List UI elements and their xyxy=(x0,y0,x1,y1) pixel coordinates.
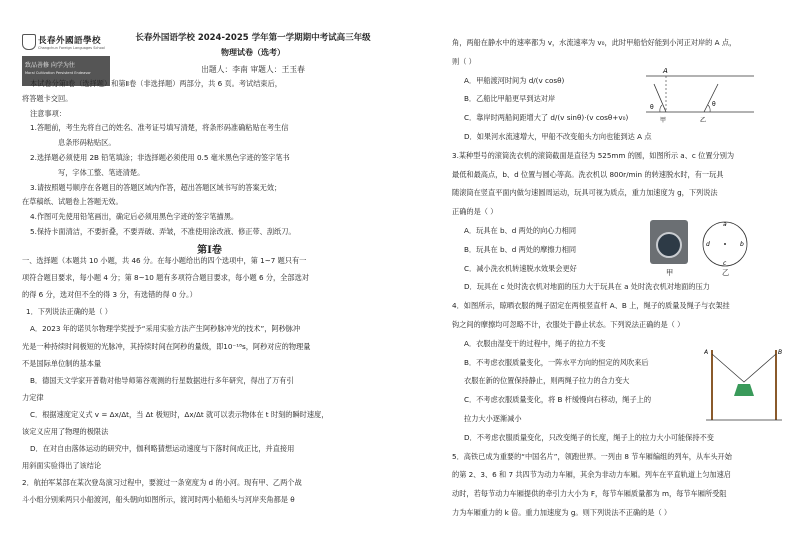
right-lines-line: A．甲船渡河时间为 d/(v cosθ) xyxy=(464,75,565,85)
left-lines-line: 4.作图可先使用铅笔画出，确定后必须用黑色字迹的签字笔描黑。 xyxy=(30,212,239,222)
right-lines-line: C．不考虑衣服质量变化，将 B 杆缓慢向右移动，绳子上的 xyxy=(464,395,652,405)
right-lines-line: C．靠岸时两船间距增大了 d/(v sinθ)·(v cosθ+v₀) xyxy=(464,113,629,123)
fig2-caption-right: 乙 xyxy=(722,268,730,277)
left-lines2-line: 力定律 xyxy=(22,392,44,402)
right-lines-line: 5．高铁已成为重要的“中国名片”，领跑世界。一列由 8 节车厢编组的列车，从车头开始 xyxy=(452,451,732,461)
right-lines-line: 4．如图所示，晾晒衣服的绳子固定在两根竖直杆 A、B 上，绳子的质量及绳子与衣架挂 xyxy=(452,301,730,311)
right-lines-line: C．减小洗衣机转速脱水效果会更好 xyxy=(464,263,577,273)
right-lines-line: 动时，若每节动力车厢提供的牵引力大小为 F，每节车厢质量都为 m，每节车厢所受阻 xyxy=(452,489,727,499)
right-lines-line: A．衣服由湿变干的过程中，绳子的拉力不变 xyxy=(464,338,606,348)
left-lines2-line: 该定义应用了物理的极限法 xyxy=(22,427,109,436)
left-lines-line: 本试卷分第Ⅰ卷（选择题）和第Ⅱ卷（非选择题）两部分，共 6 页。考试结束后， xyxy=(30,79,282,88)
left-lines2-line: 用斜面实验得出了该结论 xyxy=(22,461,102,471)
right-lines-line: 正确的是（ ） xyxy=(452,207,498,217)
fig2-point-c: c xyxy=(723,260,727,267)
right-lines-line: D．如果河水流速增大，甲船不改变船头方向也能到达 A 点 xyxy=(464,132,652,141)
left-lines2-line: C．根据速度定义式 v = Δx/Δt，当 Δt 极短时，Δx/Δt 就可以表示物体在 t 时刻的瞬时速度， xyxy=(30,409,329,419)
left-lines2-line: A．2023 年的诺贝尔物理学奖授予“采用实验方法产生阿秒脉冲光的技术”，阿秒脉冲 xyxy=(30,324,301,334)
school-logo-text: 長春外國語學校 xyxy=(38,36,102,46)
left-lines-line: 写，字体工整、笔迹清楚。 xyxy=(58,167,145,177)
left-lines2-line: 2．航拍军某部在某次登岛演习过程中，要渡过一条宽度为 d 的小河。现有甲、乙两个战 xyxy=(22,478,302,488)
right-lines-line: 则（ ） xyxy=(452,56,476,66)
motto-cn: 致品善修 向学为往 xyxy=(25,62,75,69)
left-lines-line: 息条形码粘贴区。 xyxy=(58,138,116,148)
exam-title: 长春外国语学校 2024-2025 学年第一学期期中考试高三年级 xyxy=(135,33,371,43)
right-lines-line: D．玩具在 c 处时洗衣机对地面的压力大于玩具在 a 处时洗衣机对地面的压力 xyxy=(464,282,710,292)
fig3-pole-b: B xyxy=(778,349,783,356)
left-lines-line: 3.请按照题号顺序在各题目的答题区域内作答，超出答题区域书写的答案无效； xyxy=(30,182,282,192)
left-lines2-line: D．在对自由落体运动的研究中，伽利略猜想运动速度与下落时间成正比，并直接用 xyxy=(30,444,295,454)
right-lines-line: D．不考虑衣服质量变化，只改变绳子的长度，绳子上的拉力大小可能保持不变 xyxy=(464,432,714,442)
right-lines-line: B．玩具在 b、d 两处的摩擦力相同 xyxy=(464,244,577,254)
right-lines-line: 衣服在新的位置保持静止，则两绳子拉力的合力变大 xyxy=(464,376,630,386)
right-lines-line: 角，两船在静水中的速率都为 v，水流速率为 v₀，此时甲船恰好能到小河正对岸的 A 点， xyxy=(452,38,737,47)
left-lines-line: 5.保持卡面清洁，不要折叠，不要弄破、弄皱，不准使用涂改液、修正带、刮纸刀。 xyxy=(30,227,296,236)
left-lines2-line: 的得 6 分，选对但不全的得 3 分，有选错的得 0 分。） xyxy=(22,290,197,300)
right-lines-line: 钩之间的摩擦均可忽略不计，衣服处于静止状态。下列说法正确的是（ ） xyxy=(452,320,685,329)
right-lines-line: 3.某种型号的滚筒洗衣机的滚筒截面是直径为 525mm 的圆，如图所示 a、c 位置分别为 xyxy=(452,150,735,160)
right-lines-line: A．玩具在 b、d 两处的向心力相同 xyxy=(464,226,577,235)
fig3-pole-a: A xyxy=(704,349,709,356)
clothesline-figure xyxy=(704,346,784,422)
left-lines2-line: 不是国际单位制的基本量 xyxy=(22,358,102,368)
school-crest-icon xyxy=(22,34,36,50)
washing-machine-photo xyxy=(650,220,688,264)
fig1-boat-left: 甲 xyxy=(660,117,667,124)
fig1-angle-left: θ xyxy=(650,104,654,111)
left-lines-line: 2.选择题必须使用 2B 铅笔填涂；非选择题必须使用 0.5 毫米黑色字迹的签字笔书 xyxy=(30,153,290,162)
right-lines-line: 力为车厢重力的 k 倍。重力加速度为 g。则下列说法不正确的是（ ） xyxy=(452,508,672,517)
fig1-point-a: A xyxy=(663,67,668,75)
right-lines-line: B．不考虑衣服质量变化，一阵水平方向的恒定的风吹来后 xyxy=(464,357,649,367)
left-lines-line: 将答题卡交回。 xyxy=(22,93,73,103)
fig2-caption-left: 甲 xyxy=(666,268,674,277)
fig1-boat-right: 乙 xyxy=(700,117,707,124)
river-crossing-figure xyxy=(644,62,756,124)
left-lines-line: 1.答题前，考生先将自己的姓名、准考证号填写清楚，将条形码准确粘贴在考生信 xyxy=(30,123,289,133)
exam-authors: 出题人：李南 审题人：王玉春 xyxy=(201,65,305,74)
right-lines-line: 的第 2、3、6 和 7 共四节为动力车厢，其余为非动力车厢。列车在平直轨道上匀加速启 xyxy=(452,470,731,480)
fig2-point-d: d xyxy=(706,241,710,248)
left-lines-line: 注意事项： xyxy=(30,108,66,118)
section-title: 第Ⅰ卷 xyxy=(197,245,222,256)
right-lines-line: B．乙船比甲船更早到达对岸 xyxy=(464,94,556,104)
left-lines2-line: B．德国天文学家开普勒对他导师第谷观测的行星数据进行多年研究，得出了万有引 xyxy=(30,375,294,385)
right-lines-line: 最低和最高点，b、d 位置与圆心等高。洗衣机以 800r/min 的转速脱水时，有一玩具 xyxy=(452,169,724,179)
fig1-angle-right: θ xyxy=(712,101,716,108)
school-logo-en: Changchun Foreign Languages School xyxy=(38,46,105,50)
exam-subtitle: 物理试卷（选考） xyxy=(221,48,285,57)
right-lines-line: 随滚筒在竖直平面内做匀速圆周运动，玩具可视为质点，重力加速度为 g，下列说法 xyxy=(452,188,718,198)
left-lines2-line: 项符合题目要求，每小题 4 分；第 8~10 题有多项符合题目要求，每小题 6 分，全部选对 xyxy=(22,273,309,283)
left-lines2-line: 一、选择题（本题共 10 小题，共 46 分。在每小题给出的四个选项中，第 1~7 题只有一 xyxy=(22,256,307,265)
fig2-point-b: b xyxy=(740,241,744,248)
washer-door xyxy=(656,232,682,258)
left-lines2-line: 斗小组分别乘两只小船渡河，船头朝向如图所示，渡河时两小船船头与河岸夹角都是 θ xyxy=(22,495,295,505)
left-lines2-line: 1．下列说法正确的是（ ） xyxy=(26,307,112,317)
motto-en: Moral Cultivation Persistent Endeavor xyxy=(25,71,91,75)
fig2-point-a: a xyxy=(723,221,727,228)
left-lines-line: 在草稿纸、试题卷上答题无效。 xyxy=(22,197,123,207)
right-lines-line: 拉力大小逐渐减小 xyxy=(464,414,522,423)
left-lines2-line: 光是一种持续时间极短的光脉冲，其持续时间在阿秒的量级，即10⁻¹⁸s，阿秒对应的物理量 xyxy=(22,341,311,351)
